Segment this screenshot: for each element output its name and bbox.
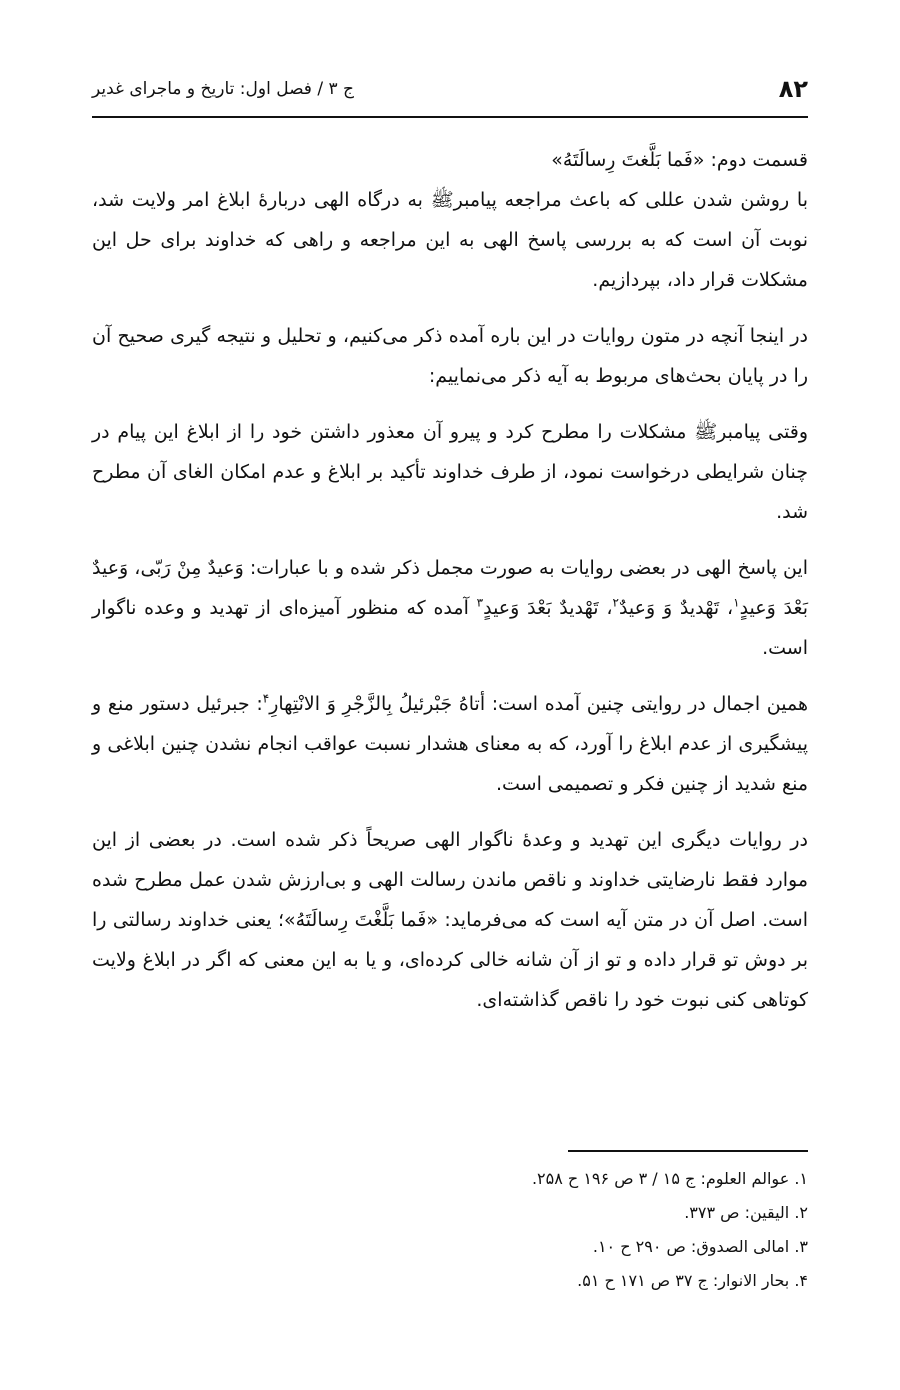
footnote-2: ۲. الیقین: ص ۳۷۳. — [684, 1203, 808, 1222]
paragraph-5-part-a: همین اجمال در روایتی چنین آمده است: أتاهُ جَبْرئیلُ بِالزَّجْرِ وَ الانْتِهارِ — [269, 693, 808, 715]
footnote-divider — [568, 1150, 808, 1152]
main-text — [92, 140, 808, 1020]
footnote-marker-2[interactable]: ۲ — [612, 595, 619, 610]
footnote-4: ۴. بحار الانوار: ج ۳۷ ص ۱۷۱ ح ۵۱. — [577, 1271, 808, 1290]
paragraph-5-part-b: : جبرئیل دستور منع و پیشگیری از عدم ابلاغ را آورد، که به معنای هشدار نسبت عواقب انجام نشدن چنین ابلاغی و منع شدید از چنین فکر و تصمیمی است. — [92, 693, 808, 795]
footnote-1: ۱. عوالم العلوم: ج ۱۵ / ۳ ص ۱۹۶ ح ۲۵۸. — [531, 1169, 808, 1188]
section-title: قسمت دوم: «فَما بَلَّغتَ رِسالَتَهُ» — [551, 149, 808, 171]
footnote-3: ۳. امالی الصدوق: ص ۲۹۰ ح ۱۰. — [592, 1237, 808, 1256]
footnote-marker-4[interactable]: ۴ — [262, 691, 270, 706]
paragraph-4-part-b: ، تَهْدیدٌ وَ وَعیدٌ — [618, 597, 734, 619]
paragraph-1: با روشن شدن عللی که باعث مراجعه پیامبرﷺ به درگاه الهی دربارهٔ ابلاغ امر ولایت شد، نوبت آن است که به بررسی پاسخ الهی به این مراجعه و راهی که خداوند برای حل این مشکلات قرار داد، بپردازیم. — [92, 189, 808, 291]
running-title: ج ۳ / فصل اول: تاریخ و ماجرای غدیر — [92, 79, 355, 99]
footnotes-list — [92, 1162, 808, 1298]
footnote-marker-1[interactable]: ۱ — [733, 595, 740, 610]
footnote-marker-3[interactable]: ۳ — [476, 595, 484, 610]
page-number: ۸۲ — [778, 75, 808, 103]
paragraph-4-part-a: این پاسخ الهی در بعضی روایات به صورت مجمل ذکر شده و با عبارات: وَعیدٌ مِنْ رَبّی، وَعیدٌ بَعْدَ وَعیدٍ — [92, 557, 808, 619]
paragraph-6: در روایات دیگری این تهدید و وعدهٔ ناگوار الهی صریحاً ذکر شده است. در بعضی از این موارد فقط نارضایتی خداوند و ناقص ماندن رسالت الهی و بی‌ارزش شدن عمل مطرح شده است. اصل آن در متن آیه است که می‌فرماید: «فَما بَلَّغْتَ رِسالَتَهُ»؛ یعنی خداوند رسالتی را بر دوش تو قرار داده و تو از آن شانه خالی کرده‌ای، و یا به این معنی که اگر در ابلاغ ولایت کوتاهی کنی نبوت خود را ناقص گذاشته‌ای. — [92, 829, 808, 1011]
paragraph-2: در اینجا آنچه در متون روایات در این باره آمده ذکر می‌کنیم، و تحلیل و نتیجه گیری صحیح آن را در پایان بحث‌های مربوط به آیه ذکر می‌نماییم: — [92, 325, 808, 387]
paragraph-5 — [92, 684, 808, 804]
paragraph-4-part-d: آمده که منظور آمیزه‌ای از تهدید و وعده ناگوار است. — [92, 597, 808, 659]
page-header — [92, 72, 808, 118]
paragraph-4-part-c: ، تَهْدیدٌ بَعْدَ وَعیدٍ — [483, 597, 613, 619]
paragraph-4 — [92, 548, 808, 668]
paragraph-3: وقتی پیامبرﷺ مشکلات را مطرح کرد و پیرو آن معذور داشتن خود را از ابلاغ این پیام در چنان شرایطی درخواست نمود، از طرف خداوند تأکید بر ابلاغ و عدم امکان الغای آن مطرح شد. — [92, 421, 808, 523]
